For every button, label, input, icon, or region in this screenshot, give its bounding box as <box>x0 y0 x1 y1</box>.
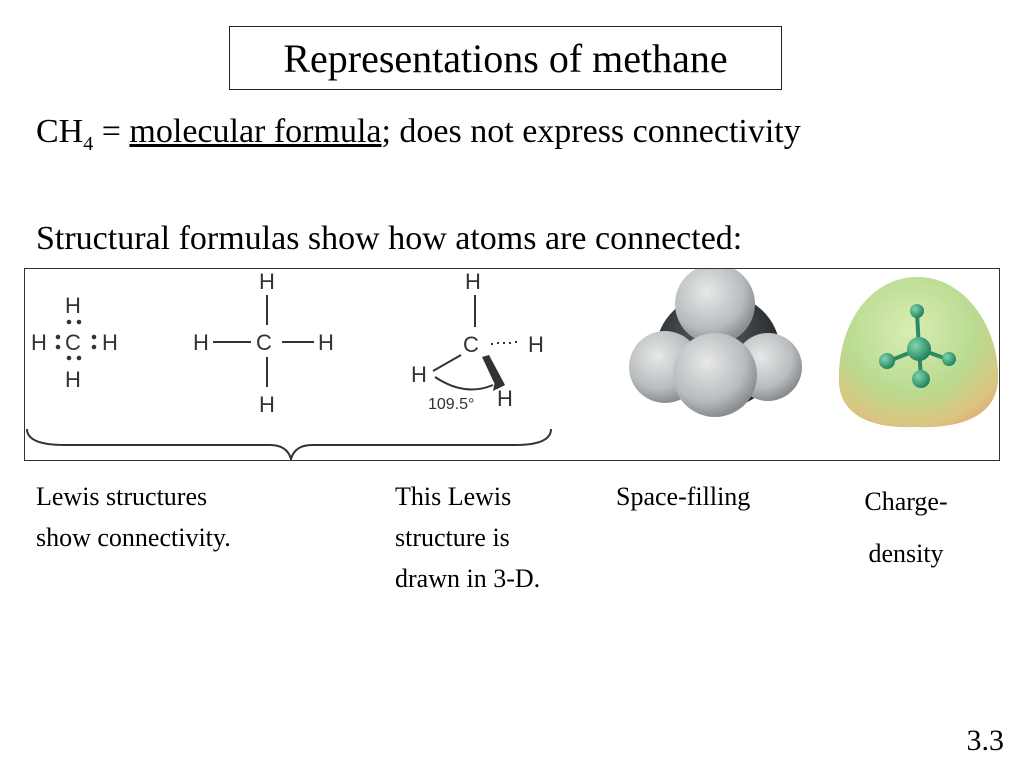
formula-symbol: CH <box>36 113 84 150</box>
charge-density-model <box>839 277 998 427</box>
methane-figure-panel <box>24 268 1000 461</box>
caption-3d-line3: drawn in 3-D. <box>395 564 541 593</box>
caption-3d <box>395 476 540 599</box>
methane-figure <box>25 269 1000 461</box>
wedge-h-top: H <box>465 269 481 294</box>
space-filling-model <box>629 269 802 417</box>
wedge-h-front: H <box>497 386 513 411</box>
caption-lewis <box>36 476 231 558</box>
formula-equals: = <box>93 113 130 150</box>
caption-lewis-line2: show connectivity. <box>36 523 231 552</box>
dot-h-top: H <box>65 293 81 318</box>
wedge-structure <box>411 269 544 413</box>
dot-h-right: H <box>102 330 118 355</box>
caption-charge-line1: Charge- <box>864 487 948 516</box>
line-bond-structure <box>193 269 334 417</box>
bond-h-left: H <box>193 330 209 355</box>
grouping-brace <box>27 429 551 459</box>
formula-subscript: 4 <box>83 132 94 155</box>
caption-lewis-line1: Lewis structures <box>36 482 208 511</box>
bond-h-bottom: H <box>259 392 275 417</box>
caption-3d-line1: This Lewis <box>395 482 512 511</box>
dot-c-center: C <box>65 330 81 355</box>
dot-h-left: H <box>31 330 47 355</box>
bond-h-top: H <box>259 269 275 294</box>
lewis-dot-structure <box>31 293 118 392</box>
structural-formulas-line: Structural formulas show how atoms are connected: <box>36 220 743 257</box>
caption-space-filling: Space-filling <box>616 482 751 511</box>
wedge-c: C <box>463 332 479 357</box>
wedge-h-left: H <box>411 362 427 387</box>
formula-rest: ; does not express connectivity <box>381 113 801 150</box>
dot-h-bottom: H <box>65 367 81 392</box>
bond-h-right: H <box>318 330 334 355</box>
caption-charge-density <box>851 476 961 580</box>
caption-charge-line2: density <box>868 539 944 568</box>
bond-c-center: C <box>256 330 272 355</box>
slide-number: 3.3 <box>966 724 1004 757</box>
formula-term: molecular formula <box>129 113 382 150</box>
molecular-formula-line <box>36 113 801 156</box>
slide-title: Representations of methane <box>229 26 782 90</box>
wedge-h-right: H <box>528 332 544 357</box>
caption-3d-line2: structure is <box>395 523 510 552</box>
bond-angle-label: 109.5° <box>428 396 475 413</box>
